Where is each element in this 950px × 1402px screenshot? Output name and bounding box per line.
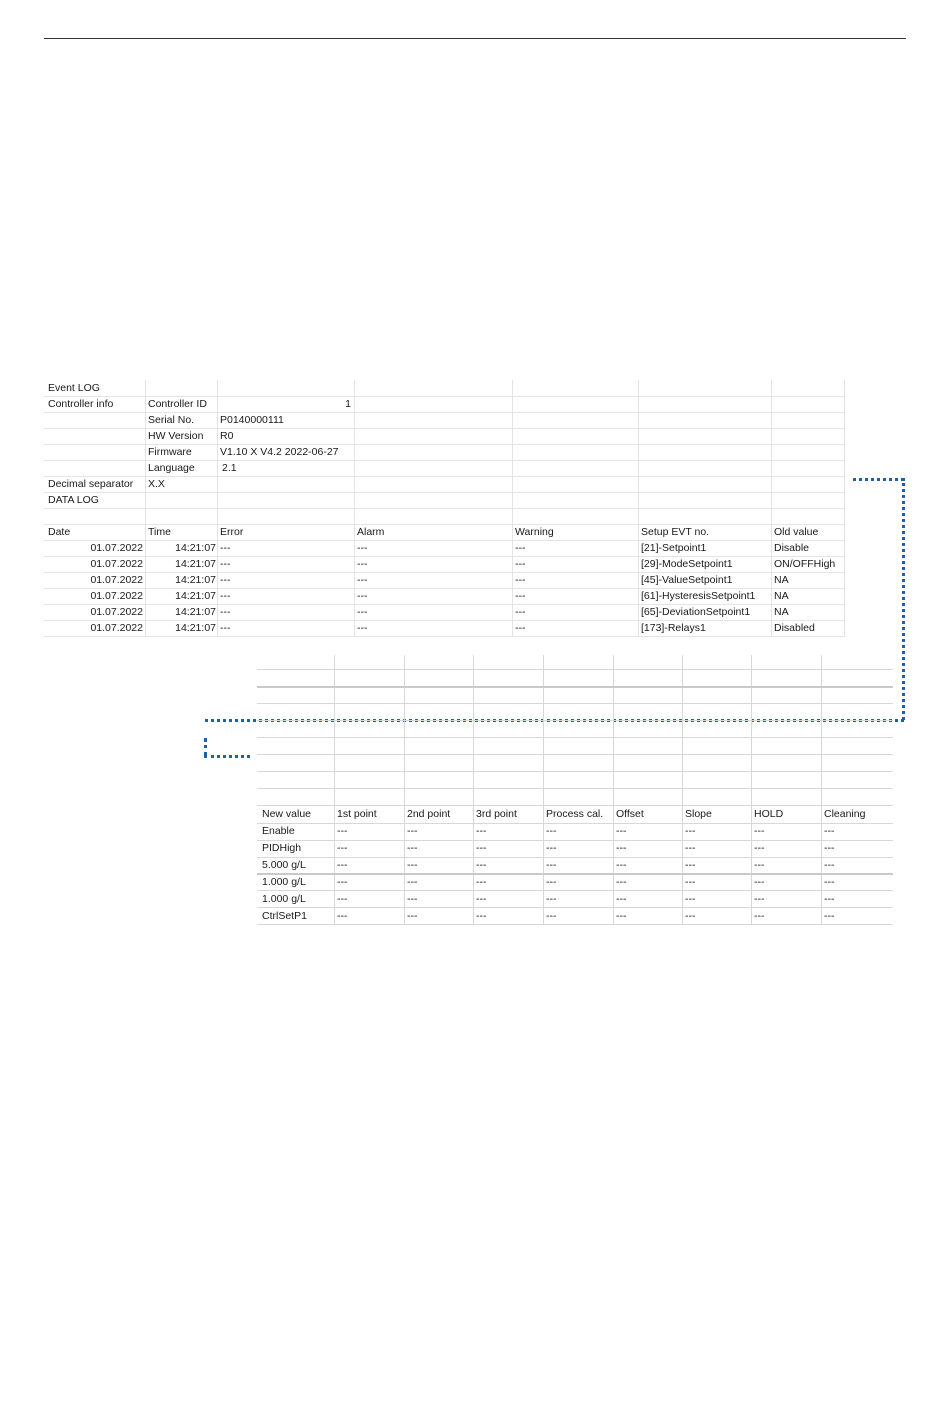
table-cell: ---: [824, 910, 835, 922]
table-cell: ---: [220, 574, 231, 586]
connector-dots: [204, 738, 207, 756]
table-cell: ---: [407, 876, 418, 888]
table-cell: ---: [824, 825, 835, 837]
info-value: P0140000111: [220, 414, 284, 426]
grid-line: [257, 771, 893, 772]
table-cell: ---: [616, 825, 627, 837]
table-cell: ---: [407, 842, 418, 854]
table-cell: ---: [754, 876, 765, 888]
table-cell: ---: [546, 876, 557, 888]
table-cell: 14:21:07: [175, 622, 216, 634]
table-cell: ---: [337, 842, 348, 854]
table-cell: ---: [754, 842, 765, 854]
table-cell: 5.000 g/L: [262, 859, 306, 871]
grid-line: [682, 655, 683, 925]
column-header: Process cal.: [546, 808, 604, 820]
grid-line: [44, 492, 845, 493]
info-key: Firmware: [148, 446, 192, 458]
connector-dots: [902, 478, 905, 720]
table-cell: ---: [546, 893, 557, 905]
info-value: V1.10 X V4.2 2022-06-27: [220, 446, 339, 458]
grid-line: [257, 720, 893, 721]
table-cell: ---: [754, 910, 765, 922]
grid-line: [257, 669, 893, 670]
table-cell: ---: [546, 859, 557, 871]
table-cell: ON/OFFHigh: [774, 558, 836, 570]
table-cell: ---: [685, 859, 696, 871]
table-cell: 01.07.2022: [90, 542, 143, 554]
info-key: Serial No.: [148, 414, 195, 426]
table-cell: ---: [220, 542, 231, 554]
continuation-sheet: [257, 655, 893, 925]
table-cell: ---: [337, 893, 348, 905]
grid-line: [613, 655, 614, 925]
table-cell: ---: [546, 910, 557, 922]
table-cell: [61]-HysteresisSetpoint1: [641, 590, 756, 602]
table-cell: ---: [515, 558, 526, 570]
column-header: Old value: [774, 526, 819, 538]
table-cell: ---: [220, 558, 231, 570]
table-cell: [21]-Setpoint1: [641, 542, 707, 554]
table-cell: ---: [220, 590, 231, 602]
table-cell: ---: [220, 622, 231, 634]
table-cell: 14:21:07: [175, 590, 216, 602]
table-cell: ---: [357, 590, 368, 602]
table-cell: 01.07.2022: [90, 574, 143, 586]
controller-info-label: Controller info: [48, 398, 114, 410]
table-cell: ---: [337, 825, 348, 837]
grid-line: [334, 655, 335, 925]
table-cell: NA: [774, 590, 789, 602]
grid-line: [44, 508, 845, 509]
table-cell: ---: [476, 876, 487, 888]
table-cell: [173]-Relays1: [641, 622, 706, 634]
table-cell: ---: [824, 893, 835, 905]
table-cell: 1.000 g/L: [262, 876, 306, 888]
grid-line: [257, 924, 893, 925]
column-header: Alarm: [357, 526, 385, 538]
grid-line: [257, 907, 893, 908]
table-cell: ---: [546, 825, 557, 837]
table-cell: 01.07.2022: [90, 622, 143, 634]
grid-line: [543, 655, 544, 925]
data-log-label: DATA LOG: [48, 494, 99, 506]
table-cell: ---: [616, 859, 627, 871]
table-cell: ---: [616, 842, 627, 854]
table-cell: ---: [546, 842, 557, 854]
table-cell: NA: [774, 574, 789, 586]
header-rule: [44, 38, 906, 39]
grid-line: [257, 873, 893, 875]
grid-line: [257, 754, 893, 755]
grid-line: [257, 823, 893, 824]
table-cell: [65]-DeviationSetpoint1: [641, 606, 751, 618]
connector-dots: [853, 478, 904, 481]
table-cell: ---: [754, 825, 765, 837]
grid-line: [821, 655, 822, 925]
table-cell: ---: [824, 842, 835, 854]
table-cell: ---: [685, 893, 696, 905]
column-header: Setup EVT no.: [641, 526, 710, 538]
grid-line: [404, 655, 405, 925]
table-cell: ---: [685, 876, 696, 888]
table-cell: ---: [754, 893, 765, 905]
column-header: Offset: [616, 808, 644, 820]
info-value: R0: [220, 430, 234, 442]
table-cell: ---: [476, 842, 487, 854]
table-cell: [45]-ValueSetpoint1: [641, 574, 733, 586]
table-cell: ---: [754, 859, 765, 871]
grid-line: [257, 890, 893, 891]
table-cell: 01.07.2022: [90, 558, 143, 570]
column-header: Cleaning: [824, 808, 866, 820]
table-cell: 01.07.2022: [90, 590, 143, 602]
column-header: Error: [220, 526, 244, 538]
table-cell: ---: [220, 606, 231, 618]
table-cell: PIDHigh: [262, 842, 302, 854]
table-cell: 14:21:07: [175, 606, 216, 618]
table-cell: 14:21:07: [175, 574, 216, 586]
table-cell: ---: [515, 542, 526, 554]
table-cell: ---: [357, 542, 368, 554]
table-cell: ---: [824, 876, 835, 888]
table-cell: ---: [407, 893, 418, 905]
table-cell: Disabled: [774, 622, 815, 634]
grid-line: [257, 857, 893, 858]
table-cell: ---: [824, 859, 835, 871]
grid-line: [473, 655, 474, 925]
table-cell: [29]-ModeSetpoint1: [641, 558, 733, 570]
table-cell: ---: [616, 893, 627, 905]
decimal-separator-value: X.X: [148, 478, 165, 490]
column-header: 3rd point: [476, 808, 517, 820]
info-key: Controller ID: [148, 398, 207, 410]
column-header: New value: [262, 808, 312, 820]
table-cell: Enable: [262, 825, 295, 837]
column-header: Warning: [515, 526, 554, 538]
info-value: 2.1: [222, 462, 237, 474]
info-key: Language: [148, 462, 195, 474]
table-cell: ---: [515, 590, 526, 602]
table-cell: ---: [476, 825, 487, 837]
decimal-separator-label: Decimal separator: [48, 478, 134, 490]
column-header: 2nd point: [407, 808, 451, 820]
table-cell: ---: [337, 859, 348, 871]
table-cell: 1.000 g/L: [262, 893, 306, 905]
grid-line: [257, 737, 893, 738]
table-cell: CtrlSetP1: [262, 910, 307, 922]
table-cell: ---: [515, 622, 526, 634]
table-cell: ---: [476, 859, 487, 871]
table-cell: ---: [515, 574, 526, 586]
info-key: HW Version: [148, 430, 204, 442]
table-cell: ---: [476, 893, 487, 905]
table-cell: 14:21:07: [175, 558, 216, 570]
table-cell: ---: [337, 876, 348, 888]
event-log-sheet: [44, 380, 845, 636]
column-header: HOLD: [754, 808, 784, 820]
column-header: Time: [148, 526, 171, 538]
grid-line: [257, 788, 893, 789]
event-log-title: Event LOG: [48, 382, 100, 394]
table-cell: ---: [616, 910, 627, 922]
table-cell: ---: [515, 606, 526, 618]
table-cell: ---: [357, 574, 368, 586]
column-header: 1st point: [337, 808, 377, 820]
table-cell: ---: [357, 558, 368, 570]
table-cell: ---: [407, 910, 418, 922]
table-cell: ---: [476, 910, 487, 922]
table-cell: ---: [685, 842, 696, 854]
table-cell: ---: [685, 910, 696, 922]
table-cell: ---: [337, 910, 348, 922]
grid-line: [257, 686, 893, 688]
column-header: Date: [48, 526, 71, 538]
grid-line: [44, 636, 845, 637]
grid-line: [751, 655, 752, 925]
table-cell: ---: [616, 876, 627, 888]
info-value: 1: [345, 398, 351, 410]
connector-dots: [204, 755, 250, 758]
table-cell: Disable: [774, 542, 810, 554]
table-cell: ---: [685, 825, 696, 837]
table-cell: ---: [357, 622, 368, 634]
grid-line: [257, 840, 893, 841]
grid-line: [257, 703, 893, 704]
table-cell: NA: [774, 606, 789, 618]
table-cell: 14:21:07: [175, 542, 216, 554]
table-cell: ---: [357, 606, 368, 618]
table-cell: 01.07.2022: [90, 606, 143, 618]
table-cell: ---: [407, 825, 418, 837]
column-header: Slope: [685, 808, 712, 820]
table-cell: ---: [407, 859, 418, 871]
